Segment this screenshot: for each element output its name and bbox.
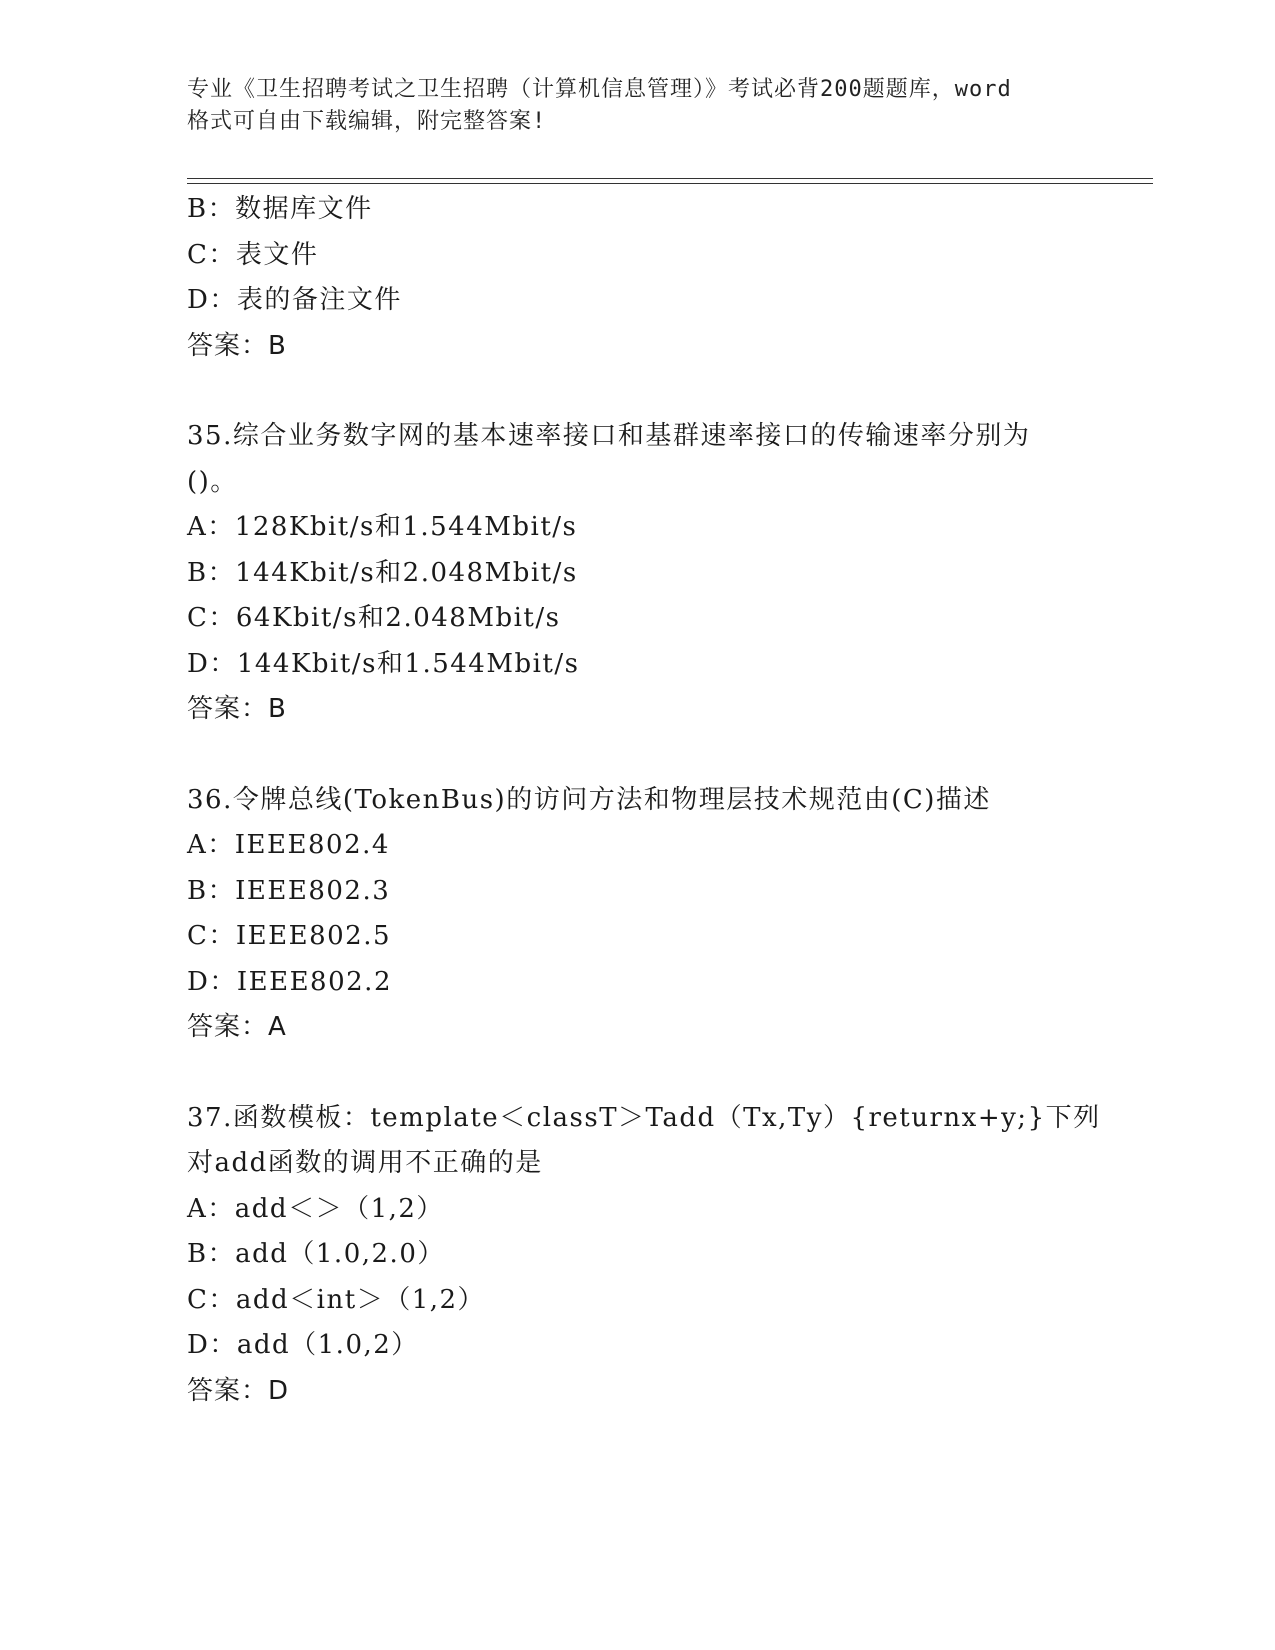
option-c: C：64Kbit/s和2.048Mbit/s xyxy=(187,603,561,633)
answer-line: 答案：B xyxy=(187,330,287,361)
question-block-36 xyxy=(187,778,1127,1051)
option-a: A：IEEE802.4 xyxy=(187,830,390,860)
question-block-34-continued xyxy=(187,187,1127,369)
header-line-1: 专业《卫生招聘考试之卫生招聘（计算机信息管理）》考试必背200题题库，word xyxy=(187,77,1012,102)
question-block-35 xyxy=(187,414,1127,733)
question-stem-continued: 对add函数的调用不正确的是 xyxy=(187,1148,543,1178)
option-b: B：144Kbit/s和2.048Mbit/s xyxy=(187,557,578,588)
option-b: B：add（1.0,2.0） xyxy=(187,1239,445,1269)
header-divider-bottom xyxy=(187,183,1153,184)
option-d: D：IEEE802.2 xyxy=(187,966,392,997)
option-c: C：表文件 xyxy=(187,239,319,270)
option-a: A：add＜＞（1,2） xyxy=(187,1193,444,1224)
option-c: C：add＜int＞（1,2） xyxy=(187,1284,486,1315)
question-stem: 36.令牌总线(TokenBus)的访问方法和物理层技术规范由(C)描述 xyxy=(187,784,991,815)
option-b: B：数据库文件 xyxy=(187,194,373,224)
option-d: D：表的备注文件 xyxy=(187,285,402,315)
answer-line: 答案：B xyxy=(187,694,287,724)
question-stem: 35.综合业务数字网的基本速率接口和基群速率接口的传输速率分别为 xyxy=(187,421,1031,451)
header-line-2: 格式可自由下载编辑，附完整答案! xyxy=(187,109,547,134)
question-stem: 37.函数模板：template＜classT＞Tadd（Tx,Ty）{returnx+y;}下列 xyxy=(187,1102,1101,1133)
question-list xyxy=(187,187,1127,1414)
answer-line: 答案：D xyxy=(187,1375,290,1406)
option-b: B：IEEE802.3 xyxy=(187,875,391,906)
question-block-37 xyxy=(187,1096,1127,1415)
option-c: C：IEEE802.5 xyxy=(187,921,392,951)
option-d: D：144Kbit/s和1.544Mbit/s xyxy=(187,648,580,679)
answer-line: 答案：A xyxy=(187,1012,287,1042)
question-stem-continued: ()。 xyxy=(187,466,238,497)
option-d: D：add（1.0,2） xyxy=(187,1330,419,1360)
header-divider-top xyxy=(187,178,1153,179)
document-header xyxy=(187,74,1087,138)
option-a: A：128Kbit/s和1.544Mbit/s xyxy=(187,512,578,542)
